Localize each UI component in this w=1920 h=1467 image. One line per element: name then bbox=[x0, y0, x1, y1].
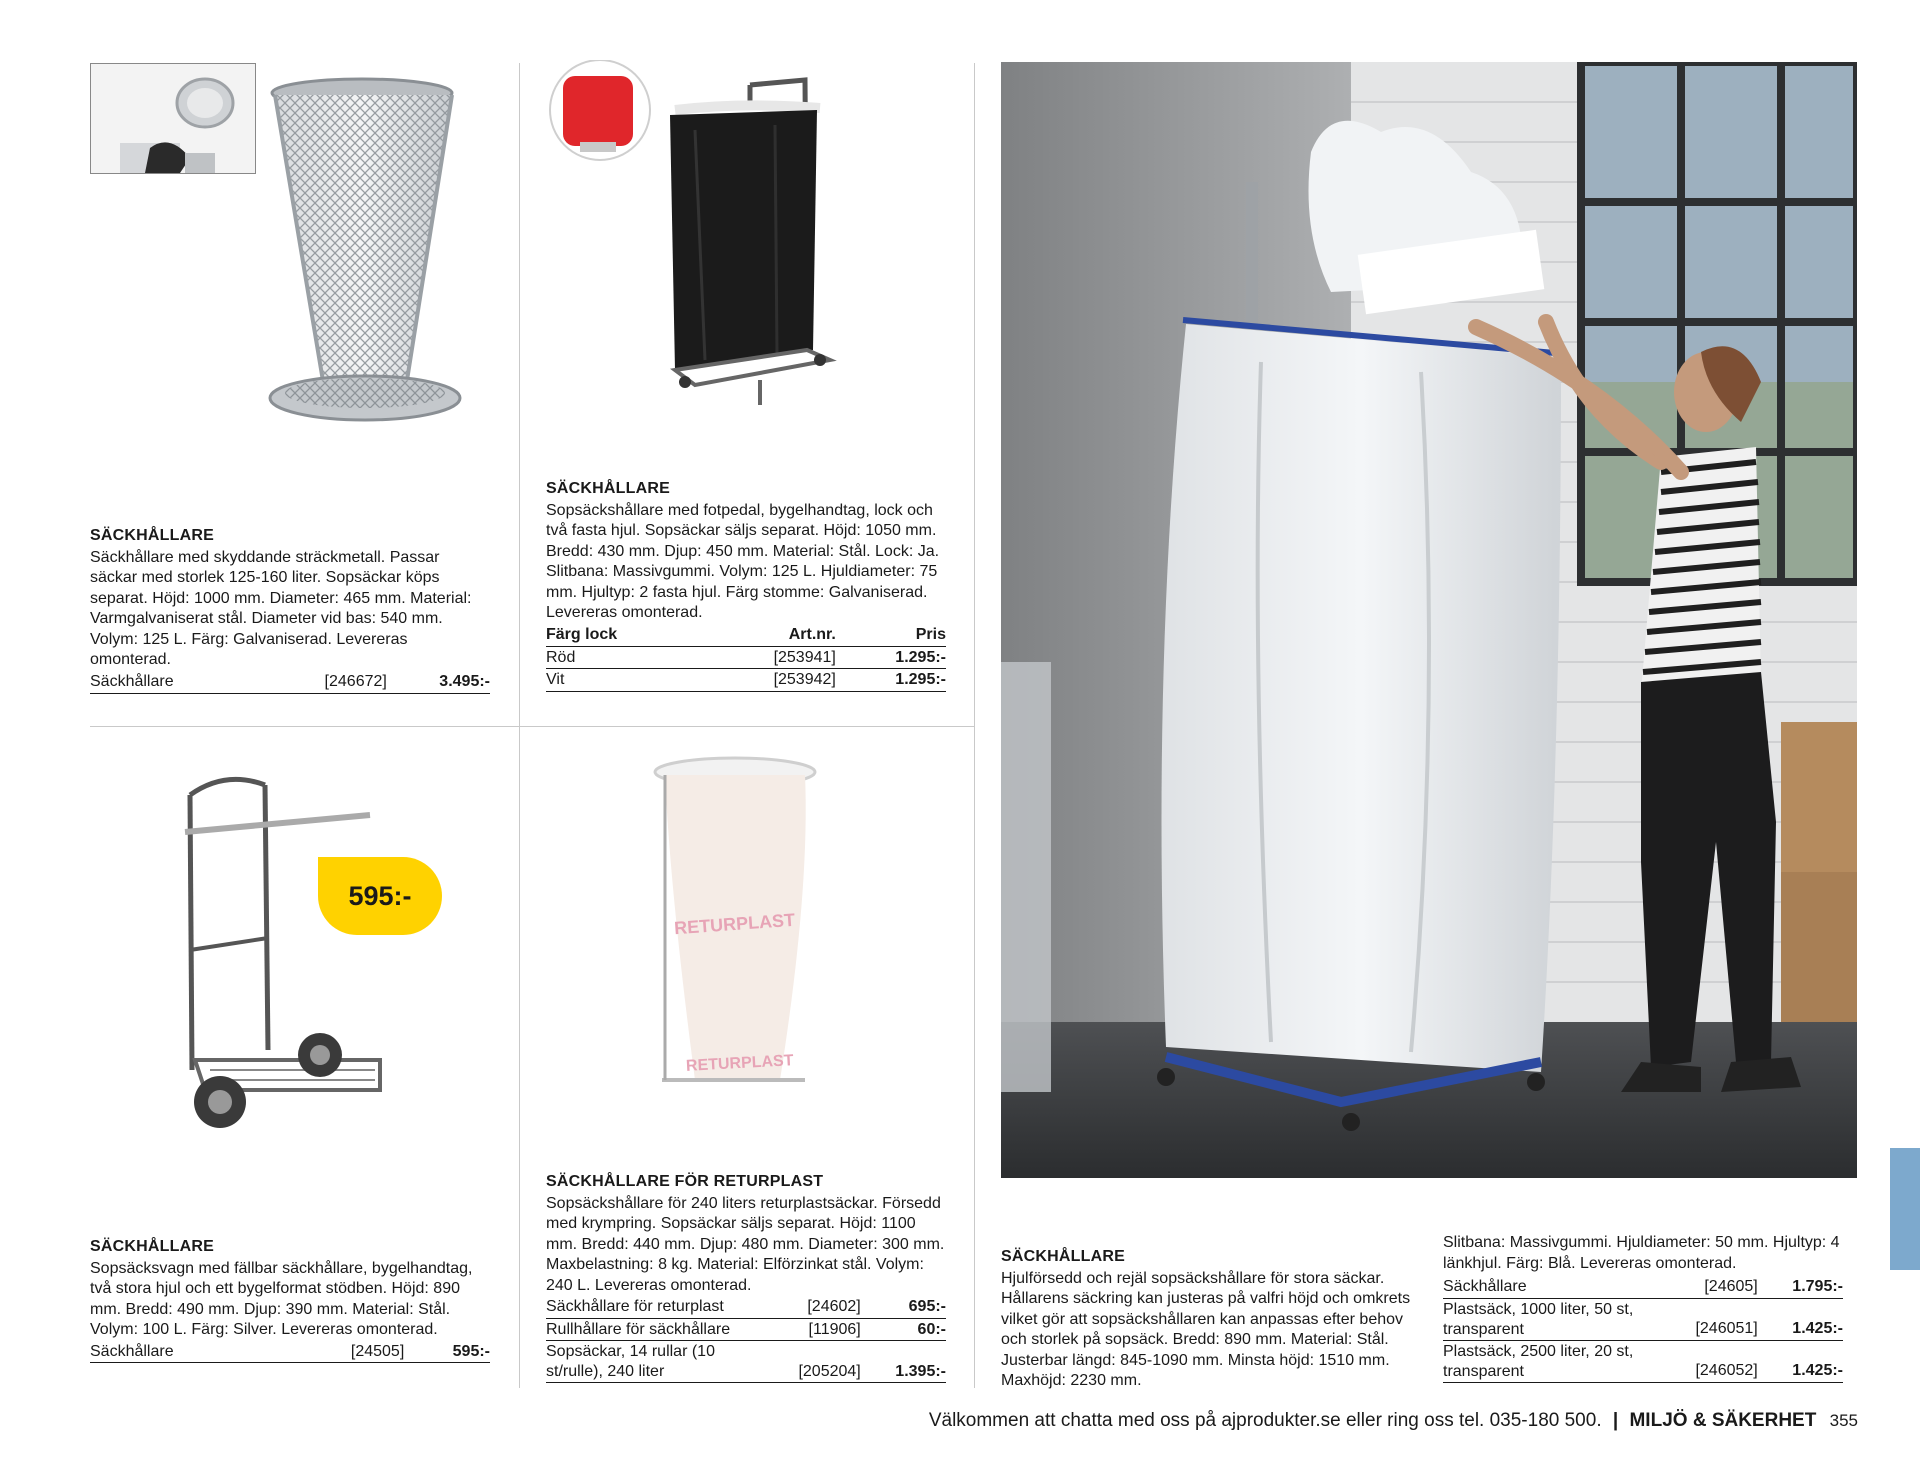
product-image-mesh-holder bbox=[90, 63, 510, 483]
product-description: Sopsäckshållare med fotpedal, bygelhandtag, lock och två fasta hjul. Sopsäckar säljs separat. Höjd: 1050 mm. Bredd: 430 mm. Djup: 450 mm. Material: Stål. Lock: Ja. Slitbana: Massivgummi. Volym: 125 L. Hjuldiameter: 75 mm. Hjultyp: 2 fasta hjul. Färg stomme: Galvaniserad. Levereras omonterad. bbox=[546, 501, 940, 622]
table-row[interactable] bbox=[546, 669, 946, 692]
article-number: [24605] bbox=[1704, 1278, 1758, 1296]
header-price: Pris bbox=[915, 626, 946, 644]
table-row[interactable] bbox=[1443, 1340, 1843, 1382]
product-title: SÄCKHÅLLARE bbox=[90, 1238, 214, 1255]
item-price: 1.295:- bbox=[895, 648, 946, 666]
item-name: Sopsäckar, 14 rullar (10 st/rulle), 240 liter bbox=[546, 1343, 715, 1381]
item-price: 1.425:- bbox=[1792, 1362, 1843, 1380]
item-price: 3.495:- bbox=[439, 673, 490, 691]
item-price: 695:- bbox=[908, 1298, 946, 1316]
page-number: 355 bbox=[1829, 1411, 1858, 1430]
item-name: Säckhållare för returplast bbox=[546, 1298, 724, 1316]
row-divider bbox=[90, 726, 974, 727]
item-price: 1.395:- bbox=[895, 1362, 946, 1380]
article-number: [246672] bbox=[324, 673, 387, 691]
product-block-3 bbox=[90, 1237, 490, 1363]
product-title: SÄCKHÅLLARE FÖR RETURPLAST bbox=[546, 1173, 824, 1190]
item-name: Röd bbox=[546, 648, 576, 666]
table-row[interactable] bbox=[546, 646, 946, 669]
product-title: SÄCKHÅLLARE bbox=[546, 480, 670, 497]
price-table bbox=[90, 671, 490, 694]
product-image-cart bbox=[170, 770, 390, 1140]
table-row[interactable] bbox=[90, 1341, 490, 1363]
section-tab[interactable] bbox=[1890, 1148, 1920, 1270]
article-number: [253942] bbox=[773, 671, 836, 689]
product-title: SÄCKHÅLLARE bbox=[1001, 1248, 1125, 1265]
product-description: Sopsäckshållare för 240 liters returplastsäckar. Försedd med krympring. Sopsäckar säljs separat. Höjd: 1100 mm. Bredd: 440 mm. Djup: 480 mm. Diameter: 300 mm. Maxbelastning: 8 kg. Material: Elförzinkat stål. Volym: 240 L. Levereras omonterad. bbox=[546, 1194, 945, 1294]
product-title: SÄCKHÅLLARE bbox=[90, 527, 214, 544]
table-row[interactable] bbox=[1443, 1298, 1843, 1340]
table-row[interactable] bbox=[90, 671, 490, 693]
price-badge: 595:- bbox=[318, 857, 442, 935]
footer-section-name: MILJÖ & SÄKERHET bbox=[1629, 1410, 1817, 1431]
bag-print-text: RETURPLAST bbox=[673, 909, 796, 939]
table-row[interactable] bbox=[546, 1296, 946, 1318]
footer-contact-text: Välkommen att chatta med oss på ajprodukter.se eller ring oss tel. 035-180 500. bbox=[928, 1410, 1602, 1431]
article-number: [24505] bbox=[350, 1342, 405, 1360]
item-name: Plastsäck, 1000 liter, 50 st, transparent bbox=[1443, 1300, 1634, 1338]
item-price: 1.795:- bbox=[1792, 1278, 1843, 1296]
article-number: [246052] bbox=[1695, 1362, 1758, 1380]
footer-separator: | bbox=[1612, 1410, 1619, 1431]
item-name: Säckhållare bbox=[90, 1342, 174, 1360]
item-name: Säckhållare bbox=[1443, 1278, 1527, 1296]
product-photo-large-holder bbox=[1001, 62, 1857, 1178]
table-header bbox=[546, 624, 946, 646]
header-article-number: Art.nr. bbox=[788, 626, 836, 644]
item-name: Rullhållare för säckhållare bbox=[546, 1320, 731, 1338]
product-image-recycling-holder bbox=[650, 750, 820, 1090]
table-row[interactable] bbox=[1443, 1276, 1843, 1298]
item-price: 60:- bbox=[917, 1320, 946, 1338]
product-block-4 bbox=[546, 1172, 946, 1383]
product-block-1 bbox=[90, 526, 490, 694]
product-description: Hjulförsedd och rejäl sopsäckshållare för stora säckar. Hållarens säckring kan justeras på valfri höjd och omkrets vilket gör att sopsäckshållaren kan anpassas efter behov och storlek på sopsäck. Bredd: 890 mm. Material: Stål. Justerbar längd: 845-1090 mm. Minsta höjd: 1510 mm. Maxhöjd: 2230 mm. bbox=[1001, 1269, 1411, 1390]
article-number: [24602] bbox=[807, 1298, 861, 1316]
product-image-pedal-holder bbox=[545, 60, 955, 420]
price-table bbox=[546, 1296, 946, 1383]
item-price: 1.425:- bbox=[1792, 1320, 1843, 1338]
column-divider-2 bbox=[974, 63, 975, 1388]
price-table bbox=[546, 624, 946, 692]
article-number: [205204] bbox=[798, 1362, 861, 1380]
item-price: 1.295:- bbox=[895, 671, 946, 689]
table-row[interactable] bbox=[546, 1318, 946, 1341]
item-name: Vit bbox=[546, 671, 565, 689]
item-price: 595:- bbox=[452, 1342, 490, 1360]
item-name: Säckhållare bbox=[90, 673, 174, 691]
product-block-2 bbox=[546, 479, 946, 692]
table-row[interactable] bbox=[546, 1341, 946, 1383]
price-table bbox=[1443, 1276, 1843, 1383]
product-description: Säckhållare med skyddande sträckmetall. Passar säckar med storlek 125-160 liter. Sopsäckar köps separat. Höjd: 1000 mm. Diameter: 465 mm. Material: Varmgalvaniserat stål. Diameter vid bas: 540 mm. Volym: 125 L. Färg: Galvaniserad. Levereras omonterad. bbox=[90, 548, 472, 669]
article-number: [11906] bbox=[808, 1320, 861, 1338]
article-number: [246051] bbox=[1695, 1320, 1758, 1338]
product-block-5-left bbox=[1001, 1247, 1416, 1392]
product-block-5-right bbox=[1443, 1233, 1843, 1383]
page-footer bbox=[0, 1410, 1858, 1432]
header-color-lid: Färg lock bbox=[546, 626, 618, 644]
product-description-continued: Slitbana: Massivgummi. Hjuldiameter: 50 mm. Hjultyp: 4 länkhjul. Färg: Blå. Levereras omonterad. bbox=[1443, 1234, 1840, 1272]
article-number: [253941] bbox=[773, 648, 836, 666]
bag-print-text-bottom: RETURPLAST bbox=[685, 1052, 794, 1075]
product-description: Sopsäcksvagn med fällbar säckhållare, bygelhandtag, två stora hjul och ett bygelformat stödben. Höjd: 890 mm. Bredd: 490 mm. Djup: 390 mm. Material: Stål. Volym: 100 L. Färg: Silver. Levereras omonterad. bbox=[90, 1259, 473, 1339]
price-table bbox=[90, 1341, 490, 1364]
item-name: Plastsäck, 2500 liter, 20 st, transparent bbox=[1443, 1342, 1634, 1380]
